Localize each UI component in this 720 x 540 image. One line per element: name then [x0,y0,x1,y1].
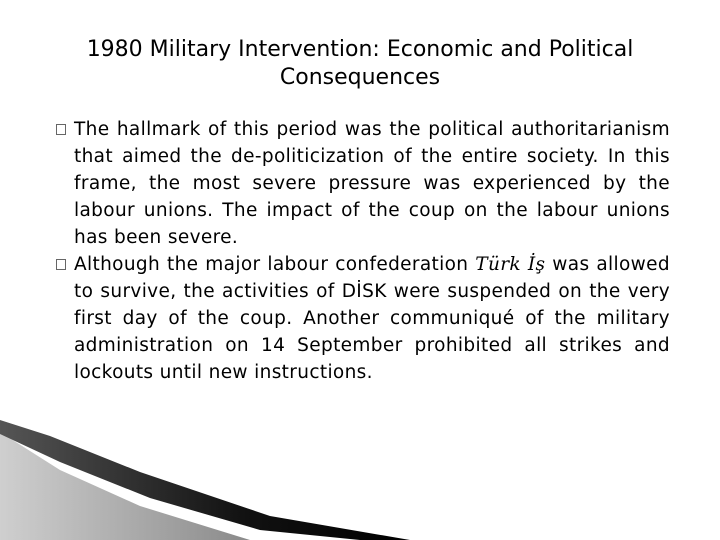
confederation-name: Türk İş [475,254,546,275]
bullet-box-icon [56,259,66,270]
slide-title [60,36,660,92]
title-line-2: Consequences [279,65,441,90]
bullet-text-start: Although the major labour confederation [74,254,476,275]
bullet-item [50,116,670,251]
bullet-text: The hallmark of this period was the political authoritarianism that aimed the de-politicization of the entire society. In this frame, the most severe pressure was experienced by the labour unions. The impact of the coup on the labour unions has been severe. [74,119,670,248]
bullet-text-end: was allowed to survive, the activities of DİSK were suspended on the very first day of the coup. Another communiqué of the military administration on 14 September prohibited all strikes and lockouts until new instructions. [74,254,670,383]
bullet-list [50,116,670,386]
title-line-1: 1980 Military Intervention: Economic and Political [86,37,634,62]
bullet-item [50,251,670,386]
decorative-swoosh [0,420,720,540]
bullet-box-icon [56,124,66,135]
